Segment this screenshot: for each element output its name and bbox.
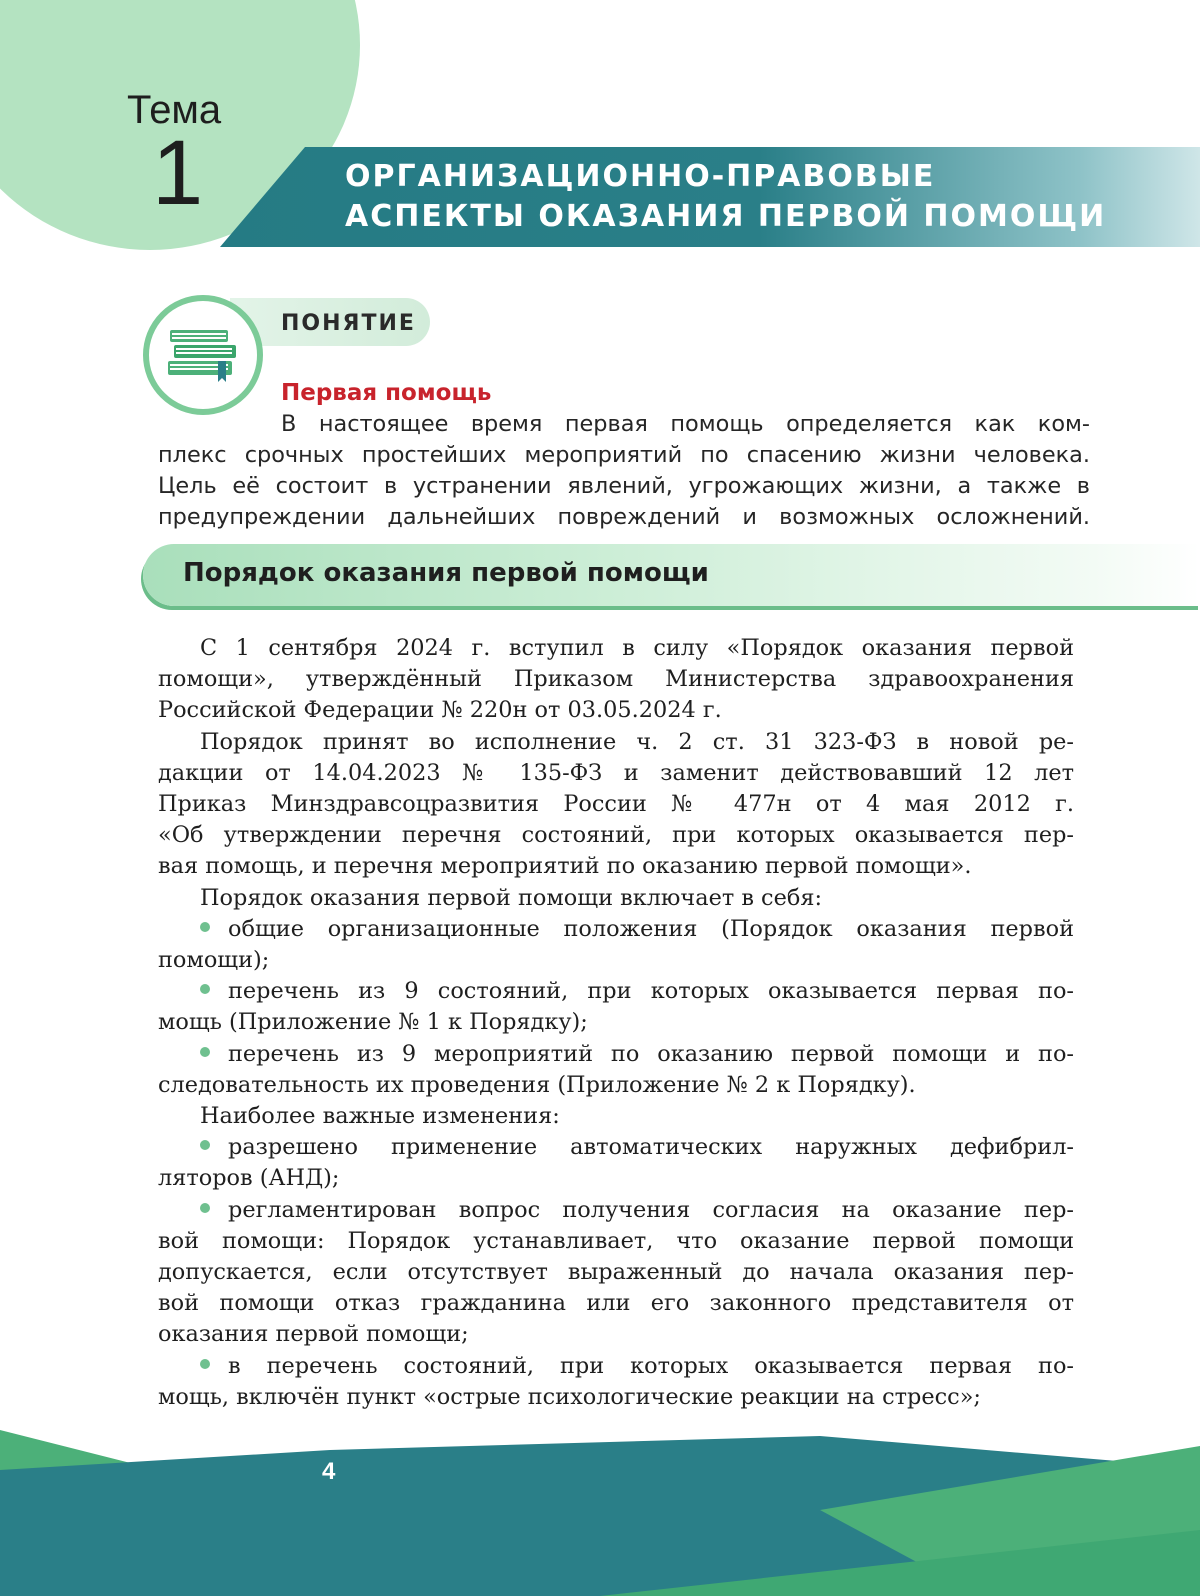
definition-line: Цель её состоит в устранении явлений, угрожающих жизни, а также в (158, 473, 1090, 499)
definition-line: предупреждении дальнейших повреждений и возможных осложнений. (158, 504, 1090, 530)
line-text: Российской Федерации № 220н от 03.05.2024 г. (158, 697, 722, 724)
line-text: оказания первой помощи; (158, 1321, 469, 1348)
paragraph-line (158, 851, 1074, 882)
paragraph-line (158, 695, 1074, 726)
line-text: вая помощь, и перечня мероприятий по оказанию первой помощи». (158, 853, 972, 880)
books-icon (166, 326, 242, 384)
line-text: допускается, если отсутствует выраженный до начала оказания пер- (158, 1259, 1074, 1286)
line-text: вой помощи отказ гражданина или его законного представителя от (158, 1290, 1074, 1317)
line-text: Порядок оказания первой помощи включает в себя: (200, 884, 822, 911)
paragraph-line (158, 1101, 1074, 1132)
chapter-title-line: АСПЕКТЫ ОКАЗАНИЯ ПЕРВОЙ ПОМОЩИ (345, 199, 1107, 234)
paragraph-line (158, 758, 1074, 789)
bullet-dot-icon (200, 984, 210, 994)
bullet-item-line (158, 1288, 1074, 1319)
bullet-item-line (158, 1257, 1074, 1288)
line-text: вой помощи: Порядок устанавливает, что оказание первой помощи (158, 1227, 1074, 1254)
line-text: «Об утверждении перечня состояний, при которых оказывается пер- (158, 822, 1074, 849)
bullet-dot-icon (200, 1047, 210, 1057)
concept-label: ПОНЯТИЕ (281, 311, 416, 336)
bullet-item-line (158, 1382, 1074, 1413)
bullet-item-line (158, 1226, 1074, 1257)
bullet-dot-icon (200, 1140, 210, 1150)
line-text: помощи); (158, 947, 270, 974)
line-text: Порядок принят во исполнение ч. 2 ст. 31 323-ФЗ в новой ре- (200, 728, 1074, 755)
paragraph-line (158, 664, 1074, 695)
chapter-title (345, 157, 1106, 237)
line-text: Наиболее важные изменения: (200, 1103, 560, 1130)
paragraph-line (158, 633, 1074, 664)
bullet-item-line (158, 945, 1074, 976)
bullet-dot-icon (200, 922, 210, 932)
line-text: регламентирован вопрос получения согласия на оказание пер- (228, 1196, 1074, 1223)
line-text: помощи», утверждённый Приказом Министерства здравоохранения (158, 666, 1074, 693)
footer-decoration (0, 1410, 1200, 1596)
line-text: общие организационные положения (Порядок оказания первой (228, 915, 1074, 942)
paragraph-line (158, 789, 1074, 820)
line-text: дакции от 14.04.2023 № 135-ФЗ и заменит действовавший 12 лет (158, 759, 1074, 786)
bullet-item-line (158, 1007, 1074, 1038)
term-definition (158, 409, 1090, 533)
bullet-item-line (158, 976, 1074, 1007)
bullet-dot-icon (200, 1203, 210, 1213)
line-text: мощь (Приложение № 1 к Порядку); (158, 1009, 588, 1036)
bullet-dot-icon (200, 1359, 210, 1369)
bullet-item-line (158, 1163, 1074, 1194)
bullet-item-line (158, 1351, 1074, 1382)
bullet-item-line (158, 1195, 1074, 1226)
paragraph-line (158, 883, 1074, 914)
line-text: перечень из 9 состояний, при которых оказывается первая по- (228, 978, 1074, 1005)
line-text: разрешено применение автоматических наружных дефибрил- (228, 1134, 1074, 1161)
bullet-item-line (158, 1319, 1074, 1350)
paragraph-line (158, 820, 1074, 851)
body-text (158, 633, 1074, 1413)
bullet-item-line (158, 1132, 1074, 1163)
topic-number: 1 (152, 122, 204, 224)
topic-label: Тема (127, 88, 222, 132)
concept-badge (143, 295, 263, 415)
line-text: С 1 сентября 2024 г. вступил в силу «Порядок оказания первой (200, 635, 1074, 661)
definition-line: плекс срочных простейших мероприятий по спасению жизни человека. (158, 442, 1090, 468)
line-text: перечень из 9 мероприятий по оказанию первой помощи и по- (228, 1040, 1074, 1067)
line-text: следовательность их проведения (Приложение № 2 к Порядку). (158, 1071, 916, 1098)
bullet-item-line (158, 1039, 1074, 1070)
chapter-title-line: ОРГАНИЗАЦИОННО-ПРАВОВЫЕ (345, 159, 936, 194)
bullet-item-line (158, 1070, 1074, 1101)
line-text: Приказ Минздравсоцразвития России № 477н от 4 мая 2012 г. (158, 791, 1074, 818)
definition-line: В настоящее время первая помощь определяется как ком- (281, 411, 1090, 437)
paragraph-line (158, 727, 1074, 758)
section-title: Порядок оказания первой помощи (183, 558, 709, 588)
line-text: мощь, включён пункт «острые психологические реакции на стресс»; (158, 1383, 981, 1410)
line-text: в перечень состояний, при которых оказывается первая по- (228, 1352, 1074, 1379)
line-text: ляторов (АНД); (158, 1165, 340, 1192)
term-title: Первая помощь (281, 380, 492, 406)
page-number: 4 (322, 1458, 336, 1485)
bullet-item-line (158, 914, 1074, 945)
